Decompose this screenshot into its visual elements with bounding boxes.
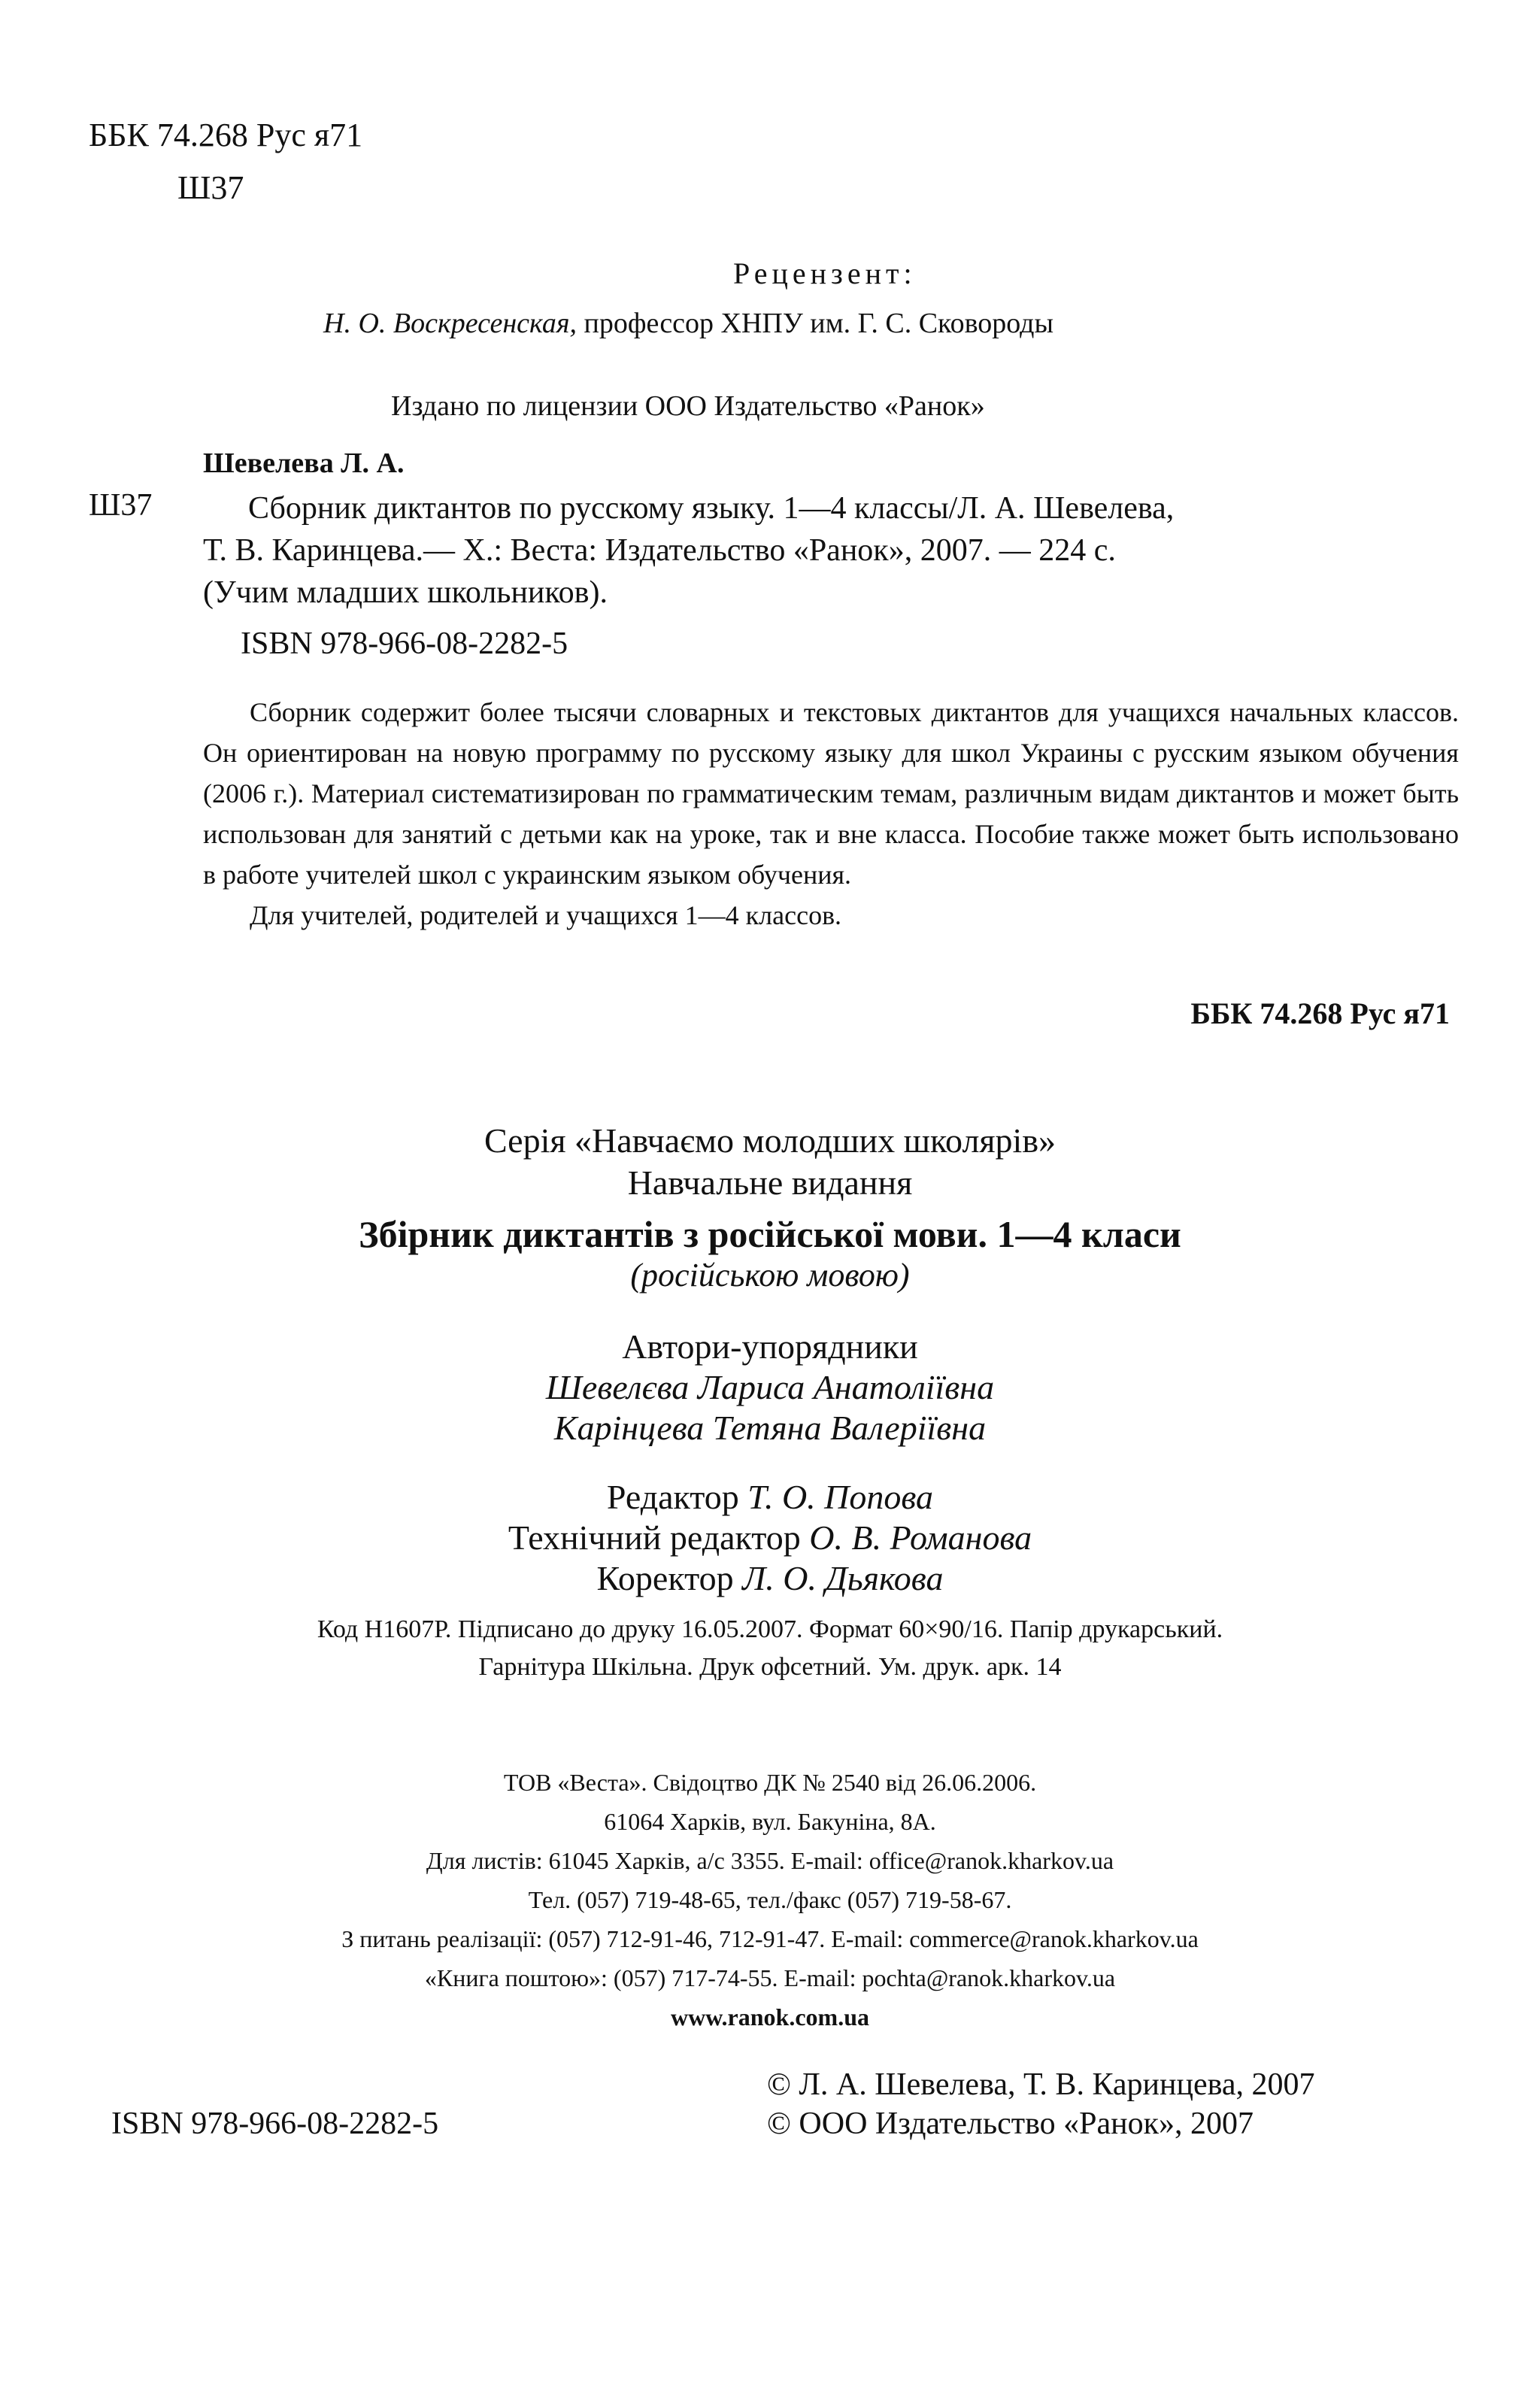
print-details-line: Код Н1607Р. Підписано до друку 16.05.2007. Формат 60×90/16. Папір друкарський. <box>317 1615 1223 1643</box>
editor-line <box>0 1477 1540 1517</box>
series-title: Серія «Навчаємо молодших школярів» <box>484 1121 1056 1160</box>
tech-editor-name: О. В. Романова <box>809 1518 1032 1557</box>
copyright-authors: © Л. А. Шевелева, Т. В. Каринцева, 2007 <box>767 2067 1315 2102</box>
citation-line: Т. В. Каринцева.— Х.: Веста: Издательство «Ранок», 2007. — 224 с. <box>203 533 1116 568</box>
annotation <box>203 692 1459 936</box>
annotation-audience: Для учителей, родителей и учащихся 1—4 классов. <box>250 900 842 930</box>
publisher-line: ТОВ «Веста». Свідоцтво ДК № 2540 від 26.06.2006. <box>503 1769 1037 1796</box>
publisher-website: www.ranok.com.ua <box>670 2003 869 2031</box>
book-title-ua: Збірник диктантів з російської мови. 1—4 класи <box>359 1213 1181 1255</box>
author-code-left: Ш37 <box>89 488 153 523</box>
annotation-paragraph: Сборник содержит более тысячи словарных и текстовых диктантов для учащихся начальных классов. Он ориентирован на новую программу по русскому языку для школ Украины с русским языком обучения (2006 г.). Материал систематизирован по грамматическим темам, различным видам диктантов и может быть использован для занятий с детьми как на уроке, так и вне класса. Пособие также может быть использовано в работе учителей школ с украинским языком обучения. <box>203 697 1459 890</box>
bbk-code-top: ББК 74.268 Рус я71 <box>89 117 363 153</box>
edition-type: Навчальне видання <box>627 1163 913 1202</box>
author-heading: Шевелева Л. А. <box>203 447 405 479</box>
reviewer-line <box>323 307 1053 340</box>
reviewer-label: Рецензент: <box>733 256 917 290</box>
publisher-mail: Для листів: 61045 Харків, а/с 3355. E-mail: office@ranok.kharkov.ua <box>426 1847 1114 1874</box>
publisher-sales: З питань реалізації: (057) 712-91-46, 712-91-47. E-mail: commerce@ranok.kharkov.ua <box>341 1925 1199 1952</box>
tech-editor-line <box>0 1518 1540 1557</box>
citation-line: Сборник диктантов по русскому языку. 1—4 классы/Л. А. Шевелева, <box>248 491 1175 526</box>
compiler-name: Карінцева Тетяна Валеріївна <box>553 1409 987 1447</box>
isbn-bottom: ISBN 978-966-08-2282-5 <box>111 2106 439 2141</box>
print-details-line: Гарнітура Шкільна. Друк офсетний. Ум. друк. арк. 14 <box>478 1653 1062 1681</box>
publisher-address: 61064 Харків, вул. Бакуніна, 8А. <box>604 1808 936 1835</box>
citation-line: (Учим младших школьников). <box>203 575 608 610</box>
corrector-name: Л. О. Дьякова <box>742 1559 944 1597</box>
editor-label: Редактор <box>606 1478 739 1516</box>
publisher-phone: Тел. (057) 719-48-65, тел./факс (057) 719-58-67. <box>528 1886 1012 1913</box>
corrector-line <box>0 1558 1540 1598</box>
tech-editor-label: Технічний редактор <box>508 1518 801 1557</box>
author-code-top: Ш37 <box>177 169 244 206</box>
corrector-label: Коректор <box>596 1559 734 1597</box>
language-note: (російською мовою) <box>630 1257 910 1294</box>
editor-name: Т. О. Попова <box>747 1478 934 1516</box>
bibliographic-citation <box>203 487 1474 614</box>
publisher-mail-order: «Книга поштою»: (057) 717-74-55. E-mail: pochta@ranok.kharkov.ua <box>424 1964 1116 1991</box>
isbn-citation: ISBN 978-966-08-2282-5 <box>241 626 568 661</box>
reviewer-position: профессор ХНПУ им. Г. С. Сковороды <box>584 308 1054 339</box>
bbk-code-right: ББК 74.268 Рус я71 <box>1190 996 1450 1030</box>
compiler-name: Шевелєва Лариса Анатоліївна <box>545 1368 995 1406</box>
license-line: Издано по лицензии ООО Издательство «Ранок» <box>391 390 985 422</box>
compilers-label: Автори-упорядники <box>622 1327 918 1366</box>
reviewer-name: Н. О. Воскресенская, <box>323 308 578 339</box>
copyright-publisher: © ООО Издательство «Ранок», 2007 <box>767 2106 1254 2141</box>
